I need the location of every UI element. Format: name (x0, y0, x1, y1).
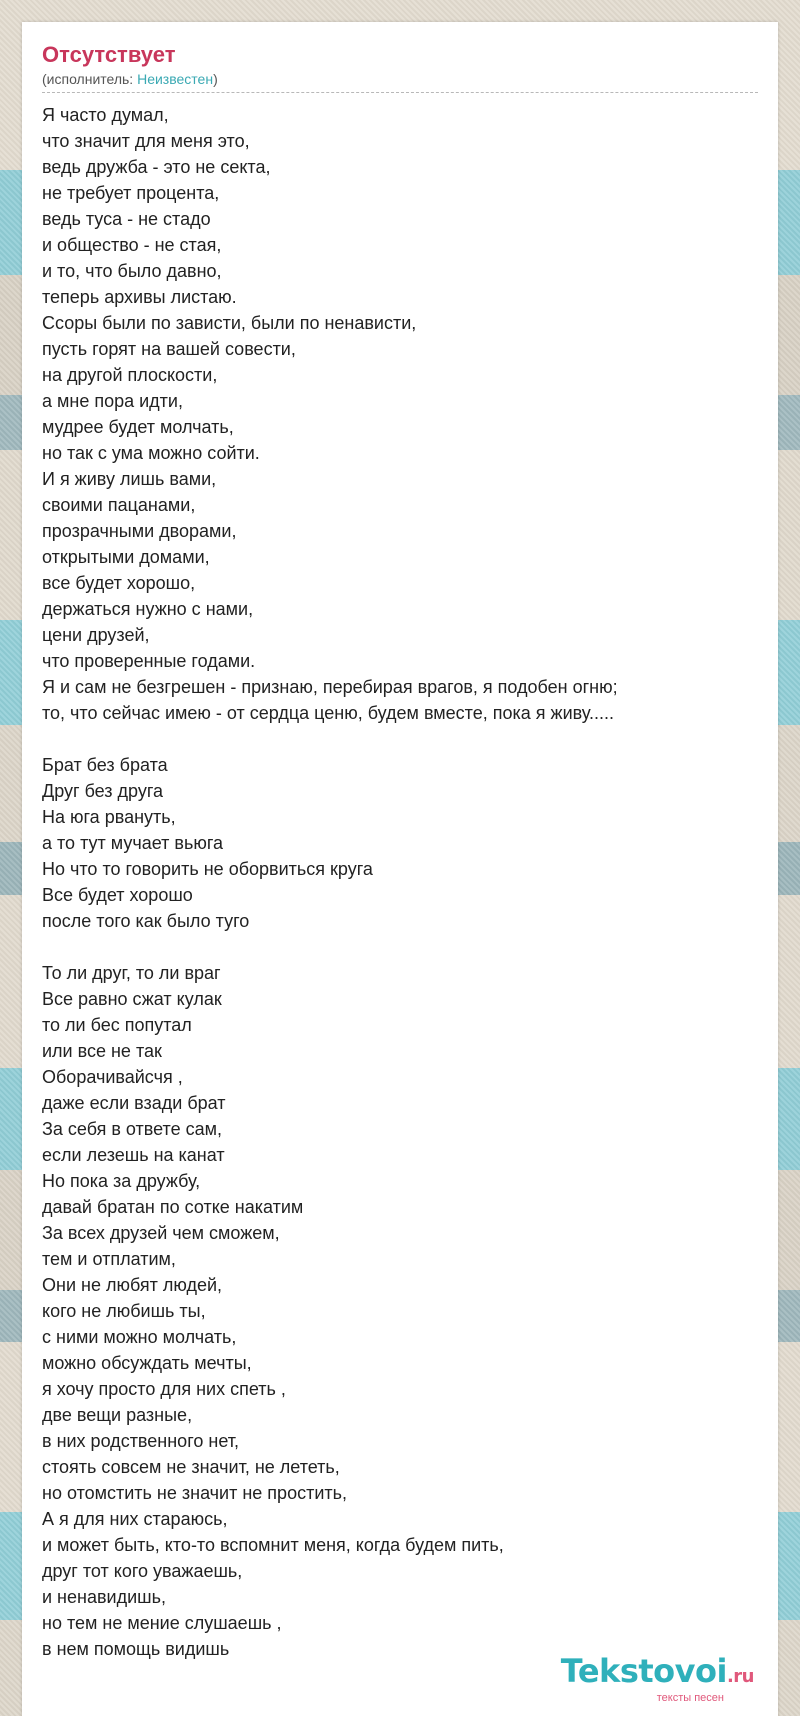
lyric-line: после того как было туго (42, 911, 250, 931)
song-title: Отсутствует (42, 42, 176, 67)
lyric-line: или все не так (42, 1041, 162, 1061)
lyric-line: ведь дружба - это не секта, (42, 157, 271, 177)
lyric-line: с ними можно молчать, (42, 1327, 237, 1347)
lyric-blank-line (42, 934, 758, 960)
logo-wordmark (561, 1654, 754, 1694)
lyric-line: тем и отплатим, (42, 1249, 176, 1269)
lyric-line: ведь туса - не стадо (42, 209, 211, 229)
lyric-line: то, что сейчас имею - от сердца ценю, будем вместе, пока я живу..... (42, 703, 614, 723)
lyric-line: Но что то говорить не оборвиться круга (42, 859, 373, 879)
lyric-line: и ненавидишь, (42, 1587, 166, 1607)
lyric-line: Все равно сжат кулак (42, 989, 222, 1009)
lyric-line: можно обсуждать мечты, (42, 1353, 252, 1373)
lyric-line: То ли друг, то ли враг (42, 963, 221, 983)
lyric-line: что проверенные годами. (42, 651, 256, 671)
lyric-line: открытыми домами, (42, 547, 210, 567)
lyric-line: но тем не мение слушаешь , (42, 1613, 282, 1633)
lyric-line: цени друзей, (42, 625, 150, 645)
lyric-line: Я часто думал, (42, 105, 169, 125)
lyric-line: теперь архивы листаю. (42, 287, 237, 307)
lyric-line: держаться нужно с нами, (42, 599, 254, 619)
lyric-line: И я живу лишь вами, (42, 469, 217, 489)
lyric-line: Брат без брата (42, 755, 168, 775)
lyric-line: давай братан по сотке накатим (42, 1197, 304, 1217)
lyric-line: пусть горят на вашей совести, (42, 339, 296, 359)
lyric-line: даже если взади брат (42, 1093, 226, 1113)
lyric-line: За всех друзей чем сможем, (42, 1223, 280, 1243)
lyric-line: прозрачными дворами, (42, 521, 237, 541)
lyric-line: и то, что было давно, (42, 261, 222, 281)
performer-line (42, 70, 758, 88)
lyric-line: я хочу просто для них спеть , (42, 1379, 286, 1399)
lyric-line: Оборачивайсчя , (42, 1067, 183, 1087)
lyric-line: и общество - не стая, (42, 235, 222, 255)
lyric-line: на другой плоскости, (42, 365, 218, 385)
logo-name: Tekstovoi (560, 1652, 727, 1690)
performer-prefix: (исполнитель: (42, 71, 138, 87)
lyric-line: но отомстить не значит не простить, (42, 1483, 347, 1503)
lyric-line: Но пока за дружбу, (42, 1171, 201, 1191)
lyric-line: не требует процента, (42, 183, 220, 203)
lyric-line: если лезешь на канат (42, 1145, 225, 1165)
lyric-line: кого не любишь ты, (42, 1301, 206, 1321)
lyric-line: За себя в ответе сам, (42, 1119, 222, 1139)
site-logo[interactable] (561, 1654, 754, 1704)
lyrics-text (42, 102, 758, 1662)
lyric-line: в них родственного нет, (42, 1431, 239, 1451)
lyric-line: Друг без друга (42, 781, 164, 801)
performer-suffix: ) (213, 71, 218, 87)
lyric-line: стоять совсем не значит, не лететь, (42, 1457, 340, 1477)
logo-tagline: тексты песен (656, 1692, 724, 1704)
lyric-line: а то тут мучает вьюга (42, 833, 224, 853)
lyric-line: все будет хорошо, (42, 573, 196, 593)
lyric-line: На юга рвануть, (42, 807, 176, 827)
lyric-line: Ссоры были по зависти, были по ненависти, (42, 313, 417, 333)
lyric-line: в нем помощь видишь (42, 1639, 230, 1659)
song-header (42, 42, 758, 93)
lyrics-panel (22, 22, 778, 1716)
performer-link[interactable]: Неизвестен (137, 71, 214, 87)
lyric-line: и может быть, кто-то вспомнит меня, когда будем пить, (42, 1535, 504, 1555)
lyric-line: две вещи разные, (42, 1405, 193, 1425)
lyric-line: Я и сам не безгрешен - признаю, перебирая врагов, я подобен огню; (42, 677, 618, 697)
lyric-line: а мне пора идти, (42, 391, 183, 411)
lyric-line: Они не любят людей, (42, 1275, 223, 1295)
lyric-line: своими пацанами, (42, 495, 196, 515)
lyric-line: что значит для меня это, (42, 131, 250, 151)
lyric-line: то ли бес попутал (42, 1015, 192, 1035)
lyric-blank-line (42, 726, 758, 752)
logo-tld: .ru (726, 1666, 754, 1687)
lyric-line: но так с ума можно сойти. (42, 443, 260, 463)
lyric-line: Все будет хорошо (42, 885, 193, 905)
lyric-line: друг тот кого уважаешь, (42, 1561, 243, 1581)
lyric-line: А я для них стараюсь, (42, 1509, 228, 1529)
lyric-line: мудрее будет молчать, (42, 417, 234, 437)
